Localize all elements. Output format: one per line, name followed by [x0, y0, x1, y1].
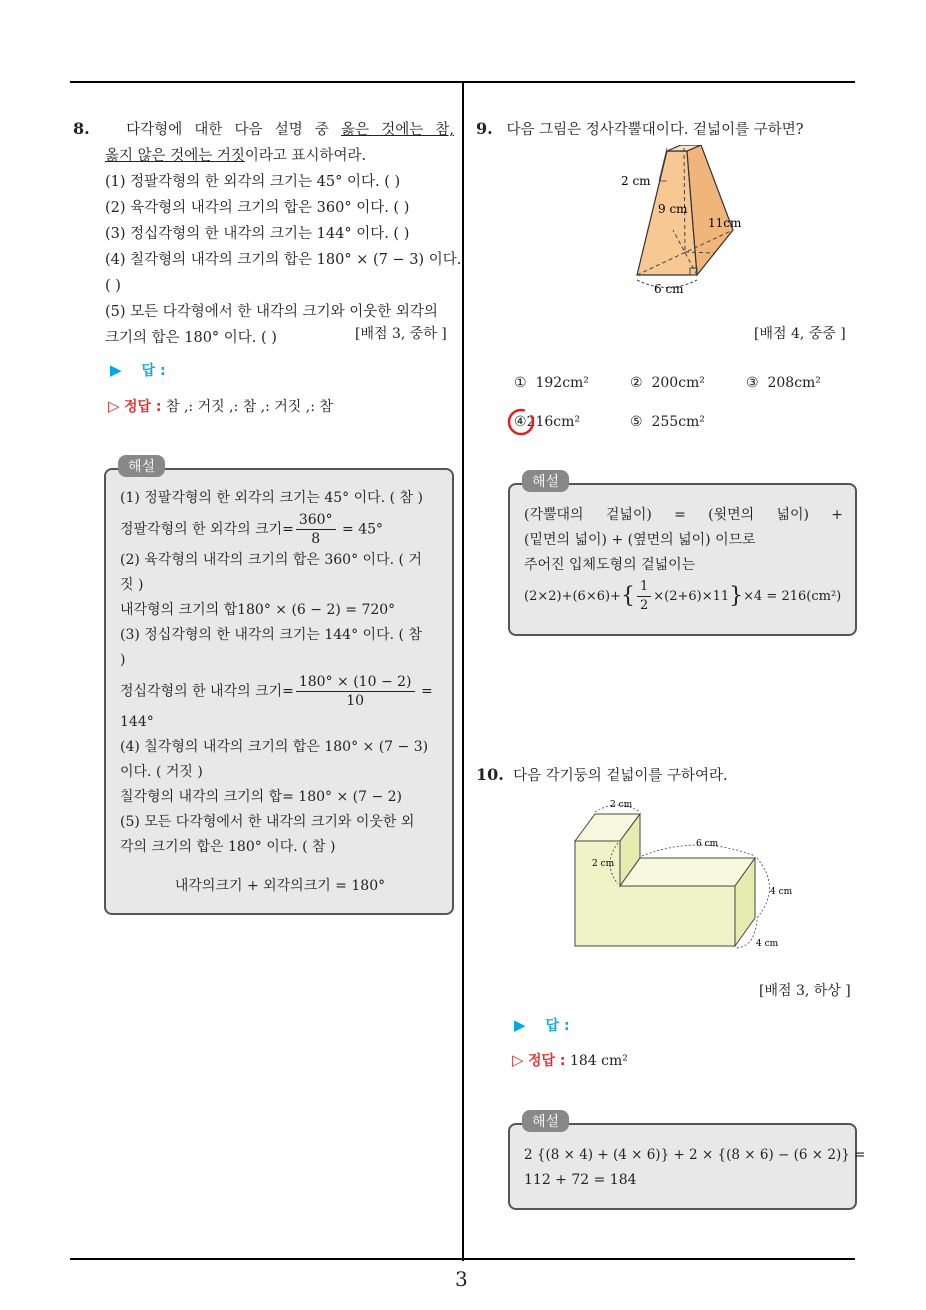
q9-explanation-tag: 해설 [522, 470, 569, 492]
fraction: $\frac{1}{2}$ [637, 578, 651, 615]
q8-explanation-tag: 해설 [118, 455, 165, 477]
fig-label-height: 4 cm [770, 887, 793, 897]
q8-explanation: (1) 정팔각형의 한 외각의 크기는 45° 이다. ( 참 ) 정팔각형의 한 외각의 크기= $\frac{360^\circ}{8}$ = 45° (2) 육각형의 내각의 크기의 합은 360° 이다. ( 거 짓 ) 내각형의 크기의 합180° × (6 − 2) = 720° (3) 정십각형의 한 내각의 크기는 144° 이다. ( 참 ) 정십각형의 한 내각의 크기= $\frac{180^\circ \times (10 - 2)}{10}$ = 144° (4) 칠각형의 내각의 크기의 합은 180° × (7 − 3) 이다. ( 거짓 ) 칠각형의 내각의 크기의 합= 180° × (7 − 2) (5) 모든 다각형에서 한 내각의 크기와 이웃한 외 각의 크기의 합은 180° 이다. ( 참 ) 내각의크기 + 외각의크기 = 180° [104, 468, 454, 915]
q8-item-4: (4) 칠각형의 내각의 크기의 합은 180° × (7 − 3) 이다. [105, 252, 462, 268]
q8-line1: 8. 다각형에 대한 다음 설명 중 옳은 것에는 참, [73, 119, 454, 138]
q8-item-3: (3) 정십각형의 한 내각의 크기는 144° 이다. ( ) [105, 226, 410, 242]
q10-explanation: 2 {(8 × 4) + (4 × 6)} + 2 × {(8 × 6) − (6 × 2)} = 112 + 72 = 184 [508, 1123, 857, 1210]
q8-item-2: (2) 육각형의 내각의 크기의 합은 360° 이다. ( ) [105, 200, 410, 216]
fig-label-left: 2 cm [592, 859, 615, 869]
q8-final-answer: ▷ 정답 : 참 ,: 거짓 ,: 참 ,: 거짓 ,: 참 [108, 397, 333, 415]
q8-answer-label: ▶ 답 : [110, 361, 166, 379]
q10-number: 10. [476, 765, 504, 784]
q9-number: 9. [476, 119, 493, 138]
fraction: $\frac{180^\circ \times (10 - 2)}{10}$ [296, 673, 415, 710]
page-number: 3 [455, 1267, 468, 1291]
answer-arrow-icon: ▶ [514, 1016, 526, 1034]
answer-arrow-icon: ▶ [110, 361, 122, 379]
fig-label-depth: 4 cm [756, 939, 779, 949]
q8-item-5b: 크기의 합은 180° 이다. ( ) [105, 330, 277, 346]
q8-line2: 옳지 않은 것에는 거짓이라고 표시하여라. [105, 148, 367, 164]
final-arrow-icon: ▷ [108, 397, 120, 415]
q8-number: 8. [73, 119, 90, 138]
q9-frustum-figure [615, 145, 795, 295]
q8-body [73, 143, 462, 351]
q10-explanation-tag: 해설 [522, 1110, 569, 1132]
q10-score: [배점 3, 하상 ] [759, 983, 851, 999]
fig-label-length: 6 cm [696, 839, 719, 849]
question-9: 9. 다음 그림은 정사각뿔대이다. 겉넓이를 구하면? [476, 119, 804, 138]
fig-label-top: 2 cm [610, 800, 633, 810]
q9-option-1[interactable]: ① 192cm² [514, 375, 589, 391]
question-8 [73, 116, 462, 351]
fig-label-height: 11cm [708, 216, 742, 230]
q9-option-5[interactable]: ⑤ 255cm² [630, 414, 705, 430]
q8-item-1: (1) 정팔각형의 한 외각의 크기는 45° 이다. ( ) [105, 174, 401, 190]
bottom-rule [70, 1258, 855, 1260]
q9-option-2[interactable]: ② 200cm² [630, 375, 705, 391]
q10-answer-label: ▶ 답 : [514, 1016, 570, 1034]
q8-item-5: (5) 모든 다각형에서 한 내각의 크기와 이웃한 외각의 [105, 304, 438, 320]
q8-score: [배점 3, 중하 ] [355, 326, 447, 342]
fig-label-top: 2 cm [621, 174, 651, 188]
q9-option-4[interactable]: ④216cm² [514, 414, 581, 430]
q10-prism-figure [570, 796, 810, 956]
q10-final-answer: ▷ 정답 : 184 cm² [512, 1051, 628, 1069]
q9-explanation: (각뿔대의 겉넓이) = (윗면의 넓이) + (밑면의 넓이) + (옆면의 넓이) 이므로 주어진 입체도형의 겉넓이는 (2×2)+(6×6)+{ $\frac{1}{2}$ ×(2+6)×11}×4 = 216(cm²) [508, 483, 857, 636]
final-arrow-icon: ▷ [512, 1051, 524, 1069]
fraction: $\frac{360^\circ}{8}$ [296, 511, 336, 548]
fig-label-bottom: 6 cm [654, 282, 684, 295]
column-divider [462, 81, 464, 1261]
q8-item-4b: ( ) [105, 278, 121, 294]
q9-score: [배점 4, 중중 ] [754, 326, 846, 342]
q9-option-3[interactable]: ③ 208cm² [746, 375, 821, 391]
question-10: 10. 다음 각기둥의 겉넓이를 구하여라. [476, 765, 728, 784]
selected-answer-circle-icon [505, 406, 539, 440]
fig-label-slant: 9 cm [658, 202, 688, 216]
